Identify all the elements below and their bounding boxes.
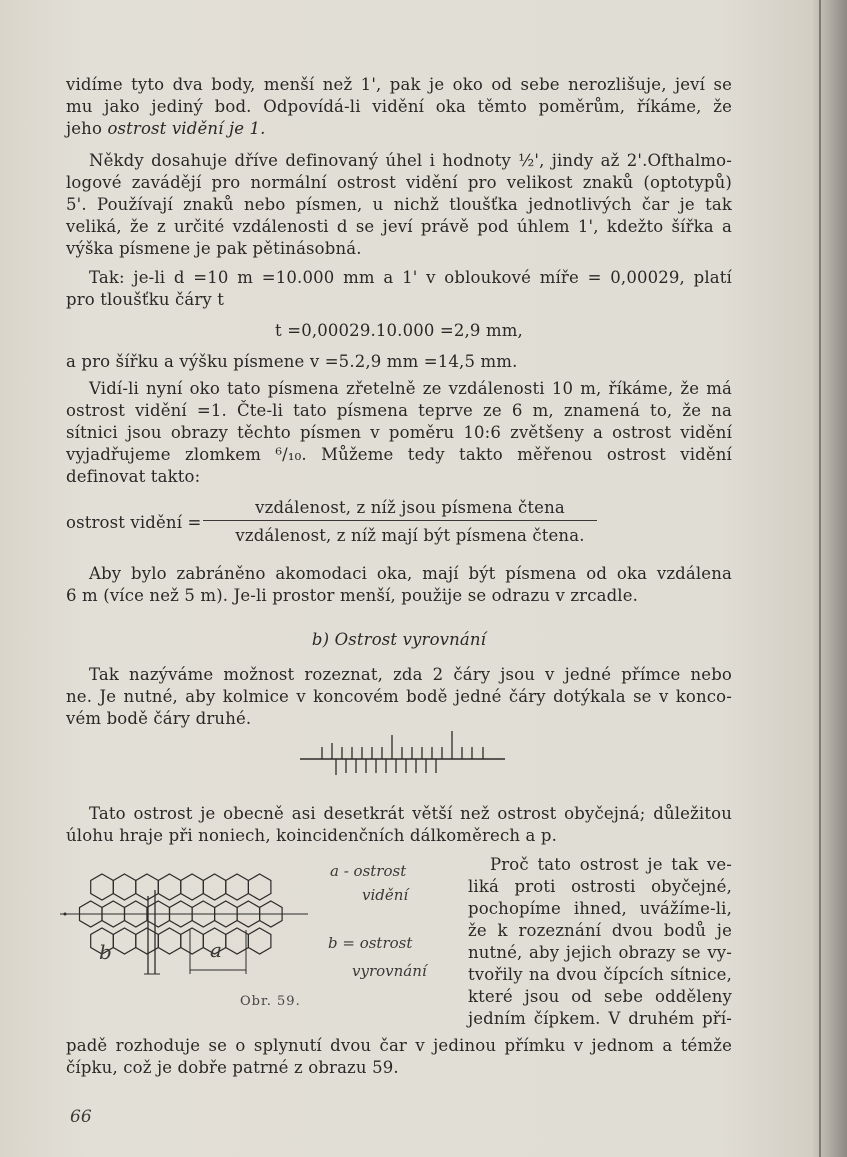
text-line: 6 m (více než 5 m). Je-li prostor menší, použije se odrazu v zrcadle.	[66, 586, 639, 605]
text-line: tvořily na dvou čípcích sítnice,	[468, 965, 732, 984]
text-line: Tato ostrost je obecně asi desetkrát větší než ostrost obyčejná; důležitou	[89, 804, 732, 823]
figure-note: vidění	[362, 886, 409, 904]
cone-hexagon	[226, 928, 249, 954]
text-line: výška písmene je pak pětinásobná.	[66, 239, 362, 258]
cone-hexagon	[203, 874, 226, 900]
cone-hexagon	[181, 928, 204, 954]
text-line: liká proti ostrosti obyčejné,	[468, 877, 732, 896]
text-line: vém bodě čáry druhé.	[66, 709, 252, 728]
text-line: mu jako jediný bod. Odpovídá-li vidění oka těmto poměrům, říkáme, že	[66, 97, 732, 116]
text-line: čípku, což je dobře patrné z obrazu 59.	[66, 1058, 399, 1077]
page-number: 66	[70, 1107, 92, 1127]
text-line: definovat takto:	[66, 467, 201, 486]
vernier-figure	[300, 725, 510, 785]
text-line: Tak: je-li d =10 m =10.000 mm a 1' v obloukové míře = 0,00029, platí	[89, 268, 732, 287]
cone-hexagon	[113, 928, 136, 954]
formula-denominator: vzdálenost, z níž mají být písmena čtena.	[235, 526, 585, 545]
text-line: padě rozhoduje se o splynutí dvou čar v jedinou přímku v jednom a témže	[66, 1036, 732, 1055]
text-line: veliká, že z určité vzdálenosti d se jeví právě pod úhlem 1', kdežto šířka a	[66, 217, 732, 236]
text-line: Někdy dosahuje dříve definovaný úhel i hodnoty ½', jindy až 2'.Ofthalmo-	[89, 151, 732, 170]
section-heading: b) Ostrost vyrovnání	[311, 630, 487, 649]
cone-hexagon	[181, 874, 204, 900]
text-line: Proč tato ostrost je tak ve-	[490, 855, 732, 874]
text-line: které jsou od sebe odděleny	[468, 987, 732, 1006]
cone-hexagon	[248, 928, 271, 954]
gutter-line	[819, 0, 821, 1157]
cone-hexagon	[248, 874, 271, 900]
cone-hexagon	[91, 874, 114, 900]
figure-label-a: a	[210, 938, 222, 962]
text-line: pochopíme ihned, uvážíme-li,	[468, 899, 732, 918]
text-line: logové zavádějí pro normální ostrost vidění pro velikost znaků (optotypů)	[66, 173, 732, 192]
equation: t =0,00029.10.000 =2,9 mm,	[275, 321, 523, 340]
text-line: sítnici jsou obrazy těchto písmen v poměru 10:6 zvětšeny a ostrost vidění	[66, 423, 732, 442]
figure-note: a - ostrost	[330, 862, 407, 880]
text-line: Tak nazýváme možnost rozeznat, zda 2 čáry jsou v jedné přímce nebo	[89, 665, 732, 684]
text-line: úlohu hraje při noniech, koincidenčních dálkoměrech a p.	[66, 826, 558, 845]
text-line: vidíme tyto dva body, menší než 1', pak je oko od sebe nerozlišuje, jeví se	[66, 75, 732, 94]
text-line: ostrost vidění =1. Čte-li tato písmena teprve ze 6 m, znamená to, že na	[66, 401, 732, 420]
italic-text: ostrost vidění je 1.	[107, 119, 266, 138]
text-line: jedním čípkem. V druhém pří-	[468, 1009, 732, 1028]
cone-hexagon	[158, 874, 181, 900]
figure-note: b = ostrost	[328, 934, 413, 952]
text-line: ne. Je nutné, aby kolmice v koncovém bodě jedné čáry dotýkala se v konco-	[66, 687, 732, 706]
text-line: že k rozeznání dvou bodů je	[468, 921, 732, 940]
fraction-bar	[203, 520, 597, 521]
text-span: jeho	[66, 119, 108, 138]
cone-hexagon	[226, 874, 249, 900]
text-line: Aby bylo zabráněno akomodaci oka, mají být písmena od oka vzdálena	[89, 564, 732, 583]
text-line: a pro šířku a výšku písmene v =5.2,9 mm =14,5 mm.	[66, 352, 518, 371]
text-line: nutné, aby jejich obrazy se vy-	[468, 943, 732, 962]
formula-label: ostrost vidění =	[66, 513, 202, 532]
cone-hexagon	[113, 874, 136, 900]
figure-label-b: b	[99, 940, 112, 964]
text-line: pro tloušťku čáry t	[66, 290, 225, 309]
text-line	[66, 118, 266, 139]
figure-note: vyrovnání	[352, 962, 427, 980]
formula-numerator: vzdálenost, z níž jsou písmena čtena	[255, 498, 565, 517]
figure-caption: Obr. 59.	[240, 994, 301, 1009]
text-line: 5'. Používají znaků nebo písmen, u nichž tloušťka jednotlivých čar je tak	[66, 195, 732, 214]
text-line: vyjadřujeme zlomkem ⁶/₁₀. Můžeme tedy takto měřenou ostrost vidění	[66, 445, 732, 464]
text-line: Vidí-li nyní oko tato písmena zřetelně ze vzdálenosti 10 m, říkáme, že má	[89, 379, 732, 398]
cone-hexagon	[158, 928, 181, 954]
